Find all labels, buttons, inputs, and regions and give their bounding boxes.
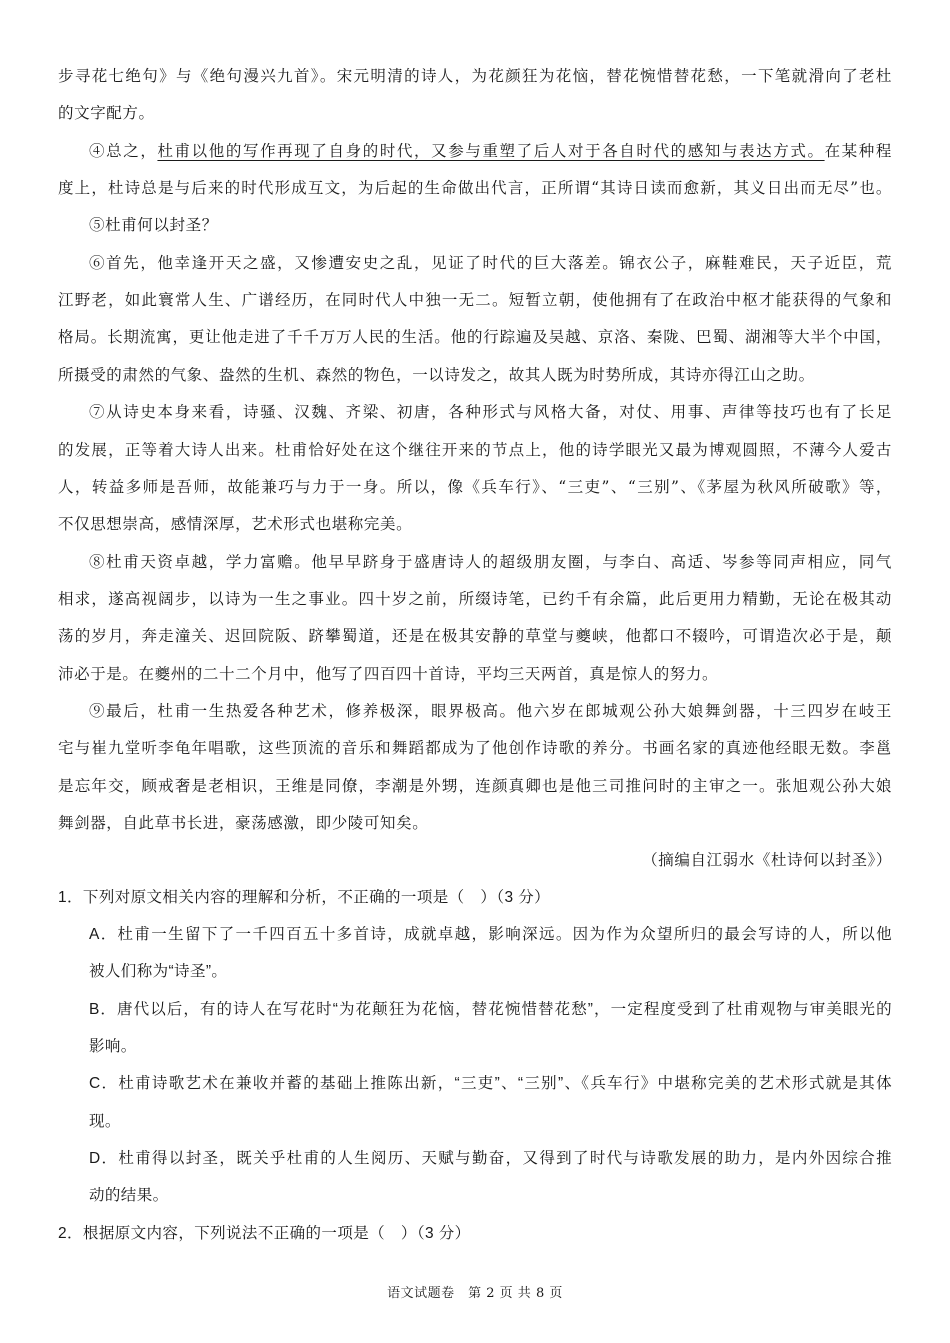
question-1-option-a-line-1: A．杜甫一生留下了一千四百五十多首诗，成就卓越，影响深远。因为作为众望所归的最会写诗的人，所以他 bbox=[89, 926, 892, 943]
question-1-stem: 1．下列对原文相关内容的理解和分析，不正确的一项是（ ）（3 分） bbox=[58, 889, 550, 906]
paragraph-8-line-4: 沛必于是。在夔州的二十二个月中，他写了四百四十首诗，平均三天两首，真是惊人的努力。 bbox=[58, 665, 719, 683]
paragraph-5: ⑤杜甫何以封圣？ bbox=[89, 216, 218, 234]
paragraph-8-line-1: ⑧杜甫天资卓越，学力富赡。他早早跻身于盛唐诗人的超级朋友圈，与李白、高适、岑参等同声相应，同气 bbox=[89, 553, 892, 571]
paragraph-9-line-1: ⑨最后，杜甫一生热爱各种艺术，修养极深，眼界极高。他六岁在郎城观公孙大娘舞剑器，十三四岁在岐王 bbox=[89, 702, 892, 720]
question-1-option-d-line-1: D．杜甫得以封圣，既关乎杜甫的人生阅历、天赋与勤奋，又得到了时代与诗歌发展的助力，是内外因综合推 bbox=[89, 1150, 892, 1167]
paragraph-9-line-2: 宅与崔九堂听李龟年唱歌，这些顶流的音乐和舞蹈都成为了他创作诗歌的养分。书画名家的真迹他经眼无数。李邕 bbox=[58, 739, 892, 757]
question-2-stem: 2．根据原文内容，下列说法不正确的一项是（ ）（3 分） bbox=[58, 1225, 471, 1242]
paragraph-4-rest: 在某种程 bbox=[824, 142, 892, 160]
page-footer: 语文试题卷 第 2 页 共 8 页 bbox=[387, 1286, 563, 1301]
question-1-option-c-line-2: 现。 bbox=[89, 1113, 121, 1130]
underlined-key-sentence: 杜甫以他的写作再现了自身的时代，又参与重塑了后人对于各自时代的感知与表达方式。 bbox=[157, 142, 825, 160]
paragraph-9-line-3: 是忘年交，顾戒奢是老相识，王维是同僚，李潮是外甥，连颜真卿也是他三司推问时的主审之一。张旭观公孙大娘 bbox=[58, 777, 892, 795]
paragraph-3-line-1: 步寻花七绝句》与《绝句漫兴九首》。宋元明清的诗人，为花颜狂为花恼，替花惋惜替花愁，一下笔就滑向了老杜 bbox=[58, 67, 892, 85]
question-1-option-d-line-2: 动的结果。 bbox=[89, 1187, 169, 1204]
paragraph-6-line-1: ⑥首先，他幸逢开天之盛，又惨遭安史之乱，见证了时代的巨大落差。锦衣公子，麻鞋难民，天子近臣，荒 bbox=[89, 254, 892, 272]
paragraph-8-line-2: 相求，遂高视阔步，以诗为一生之事业。四十岁之前，所缀诗笔，已约千有余篇，此后更用力精勤，无论在极其动 bbox=[58, 590, 892, 608]
paragraph-7-line-1: ⑦从诗史本身来看，诗骚、汉魏、齐梁、初唐，各种形式与风格大备，对仗、用事、声律等技巧也有了长足 bbox=[89, 403, 892, 421]
paragraph-9-line-4: 舞剑器，自此草书长进，豪荡感激，即少陵可知矣。 bbox=[58, 814, 429, 832]
paragraph-6-line-2: 江野老，如此寰常人生、广谱经历，在同时代人中独一无二。短暂立朝，使他拥有了在政治中枢才能获得的气象和 bbox=[58, 291, 892, 309]
paragraph-4-number: ④总之， bbox=[89, 142, 158, 160]
paragraph-6-line-4: 所摄受的肃然的气象、盎然的生机、森然的物色，一以诗发之，故其人既为时势所成，其诗亦得江山之助。 bbox=[58, 366, 815, 384]
question-1-option-c-line-1: C．杜甫诗歌艺术在兼收并蓄的基础上推陈出新，“三吏”、“三别”、《兵车行》中堪称完美的艺术形式就是其体 bbox=[89, 1075, 892, 1092]
question-1-option-a-line-2: 被人们称为“诗圣”。 bbox=[89, 963, 228, 980]
paragraph-8-line-3: 荡的岁月，奔走潼关、迟回院阪、跻攀蜀道，还是在极其安静的草堂与夔峡，他都口不辍吟，可谓造次必于是，颠 bbox=[58, 627, 892, 645]
paragraph-4-line-2: 度上，杜诗总是与后来的时代形成互文，为后起的生命做出代言，正所谓“其诗日读而愈新，其义日出而无尽”也。 bbox=[58, 179, 892, 197]
paragraph-6-line-3: 格局。长期流寓，更让他走进了千千万万人民的生活。他的行踪遍及吴越、京洛、秦陇、巴蜀、湖湘等大半个中国， bbox=[58, 328, 892, 346]
paragraph-7-line-4: 不仅思想崇高，感情深厚，艺术形式也堪称完美。 bbox=[58, 515, 413, 533]
source-citation: （摘编自江弱水《杜诗何以封圣》） bbox=[642, 851, 892, 869]
paragraph-7-line-3: 人，转益多师是吾师，故能兼巧与力于一身。所以，像《兵车行》、“三吏”、“三别”、《茅屋为秋风所破歌》等， bbox=[58, 478, 892, 496]
paragraph-3-line-2: 的文字配方。 bbox=[58, 104, 155, 122]
paragraph-4-line-1 bbox=[89, 141, 892, 161]
paragraph-7-line-2: 的发展，正等着大诗人出来。杜甫恰好处在这个继往开来的节点上，他的诗学眼光又最为博观圆照，不薄今人爱古 bbox=[58, 441, 892, 459]
question-1-option-b-line-1: B．唐代以后，有的诗人在写花时“为花颠狂为花恼，替花惋惜替花愁”，一定程度受到了杜甫观物与审美眼光的 bbox=[89, 1001, 892, 1018]
question-1-option-b-line-2: 影响。 bbox=[89, 1038, 137, 1055]
